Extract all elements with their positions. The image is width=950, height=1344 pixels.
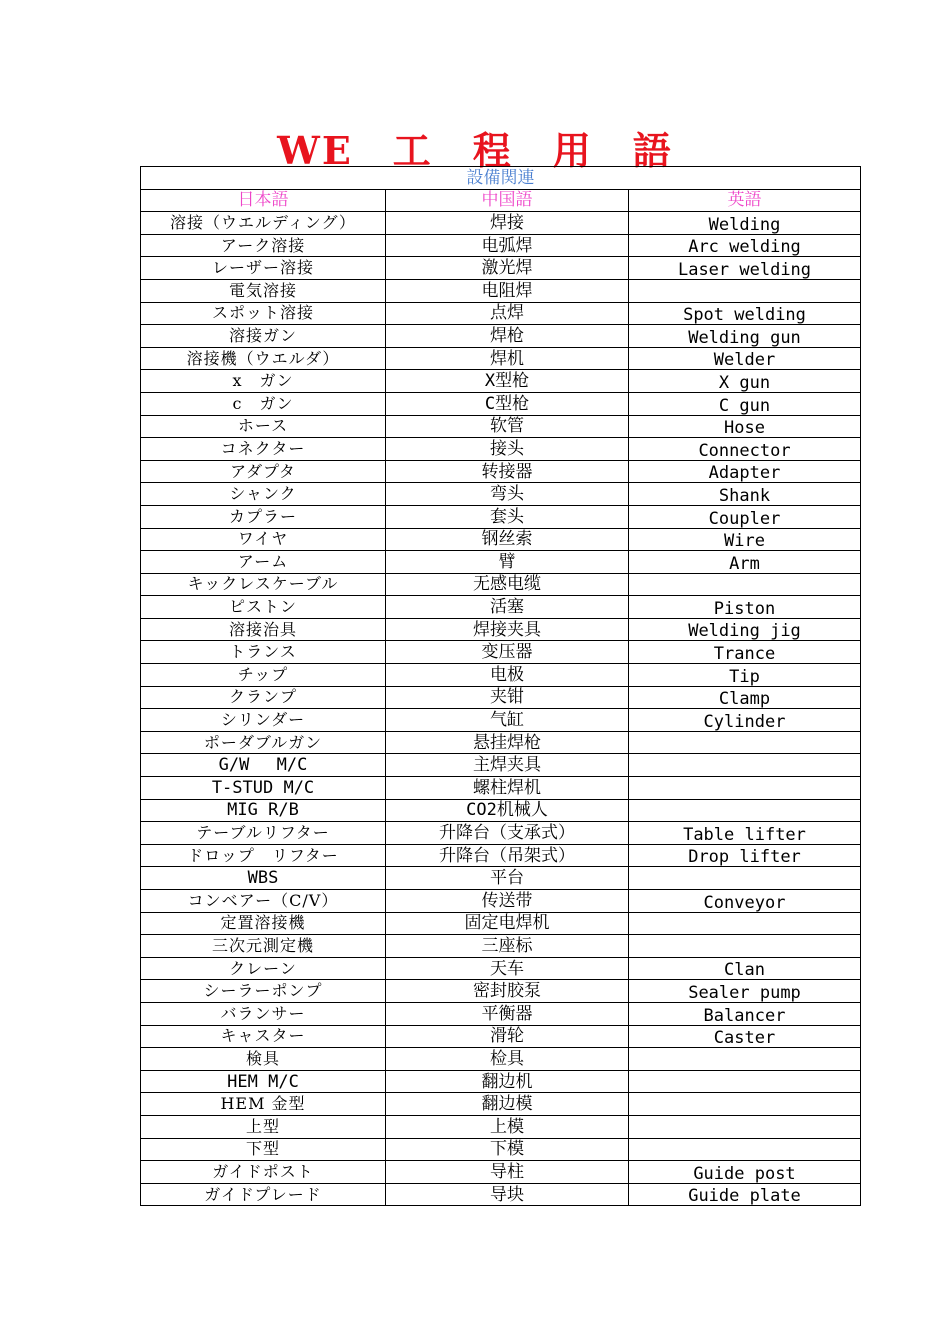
glossary-table: [140, 166, 861, 1206]
cell-japanese: 定置溶接機: [141, 912, 386, 935]
table-row: [141, 1161, 861, 1184]
table-row: [141, 438, 861, 461]
cell-english: Hose: [629, 415, 861, 438]
cell-japanese: ガイドポスト: [141, 1161, 386, 1184]
table-row: [141, 596, 861, 619]
cell-chinese: 平台: [386, 867, 629, 890]
table-row: [141, 844, 861, 867]
cell-english: Conveyor: [629, 890, 861, 913]
table-row: [141, 618, 861, 641]
cell-english: Clamp: [629, 686, 861, 709]
cell-english: C gun: [629, 392, 861, 415]
table-row: [141, 822, 861, 845]
table-row: [141, 1183, 861, 1206]
cell-japanese: トランス: [141, 641, 386, 664]
cell-japanese: x ガン: [141, 370, 386, 393]
cell-english: [629, 731, 861, 754]
cell-chinese: X型枪: [386, 370, 629, 393]
cell-japanese: ドロップ リフター: [141, 844, 386, 867]
cell-english: Connector: [629, 438, 861, 461]
cell-english: Caster: [629, 1025, 861, 1048]
cell-english: Coupler: [629, 505, 861, 528]
table-row: [141, 528, 861, 551]
cell-english: [629, 799, 861, 822]
table-row: [141, 1048, 861, 1071]
header-english: 英語: [629, 189, 861, 212]
cell-english: [629, 867, 861, 890]
cell-english: Arc welding: [629, 234, 861, 257]
cell-english: Arm: [629, 551, 861, 574]
cell-japanese: シリンダー: [141, 709, 386, 732]
header-chinese: 中国語: [386, 189, 629, 212]
cell-english: [629, 1048, 861, 1071]
cell-japanese: ポーダブルガン: [141, 731, 386, 754]
cell-english: Guide plate: [629, 1183, 861, 1206]
table-row: [141, 641, 861, 664]
cell-chinese: 翻边模: [386, 1093, 629, 1116]
cell-japanese: スポット溶接: [141, 302, 386, 325]
cell-english: [629, 573, 861, 596]
cell-chinese: 点焊: [386, 302, 629, 325]
cell-english: Welding: [629, 212, 861, 235]
cell-chinese: 主焊夹具: [386, 754, 629, 777]
cell-chinese: 臂: [386, 551, 629, 574]
cell-chinese: 无感电缆: [386, 573, 629, 596]
cell-chinese: 天车: [386, 957, 629, 980]
cell-japanese: シーラーポンプ: [141, 980, 386, 1003]
cell-english: Guide post: [629, 1161, 861, 1184]
table-row: [141, 302, 861, 325]
table-row: [141, 754, 861, 777]
cell-japanese: G/W M/C: [141, 754, 386, 777]
cell-english: Trance: [629, 641, 861, 664]
cell-chinese: C型枪: [386, 392, 629, 415]
cell-english: Balancer: [629, 1002, 861, 1025]
table-row: [141, 1025, 861, 1048]
cell-chinese: 电极: [386, 664, 629, 687]
table-row: [141, 347, 861, 370]
table-row: [141, 573, 861, 596]
table-row: [141, 415, 861, 438]
cell-english: [629, 1070, 861, 1093]
cell-english: Welding jig: [629, 618, 861, 641]
cell-japanese: アダプタ: [141, 460, 386, 483]
cell-japanese: 検具: [141, 1048, 386, 1071]
cell-chinese: 固定电焊机: [386, 912, 629, 935]
section-title: 設備関連: [141, 167, 861, 190]
cell-english: Welding gun: [629, 325, 861, 348]
cell-chinese: 电阻焊: [386, 279, 629, 302]
table-row: [141, 1115, 861, 1138]
cell-chinese: 弯头: [386, 483, 629, 506]
cell-chinese: 夹钳: [386, 686, 629, 709]
cell-english: Table lifter: [629, 822, 861, 845]
cell-japanese: 下型: [141, 1138, 386, 1161]
cell-english: [629, 1138, 861, 1161]
cell-english: Spot welding: [629, 302, 861, 325]
table-row: [141, 551, 861, 574]
cell-japanese: HEM M/C: [141, 1070, 386, 1093]
table-row: [141, 325, 861, 348]
cell-japanese: 上型: [141, 1115, 386, 1138]
cell-japanese: 溶接ガン: [141, 325, 386, 348]
cell-english: [629, 754, 861, 777]
cell-japanese: キックレスケーブル: [141, 573, 386, 596]
cell-japanese: ワイヤ: [141, 528, 386, 551]
section-row: [141, 167, 861, 190]
table-row: [141, 867, 861, 890]
cell-chinese: 上模: [386, 1115, 629, 1138]
cell-japanese: ガイドプレード: [141, 1183, 386, 1206]
cell-chinese: 导柱: [386, 1161, 629, 1184]
cell-english: Sealer pump: [629, 980, 861, 1003]
cell-chinese: 软管: [386, 415, 629, 438]
cell-english: [629, 777, 861, 800]
cell-japanese: レーザー溶接: [141, 257, 386, 280]
cell-chinese: 套头: [386, 505, 629, 528]
cell-english: Tip: [629, 664, 861, 687]
cell-chinese: 三座标: [386, 935, 629, 958]
cell-chinese: 电弧焊: [386, 234, 629, 257]
cell-japanese: コンベアー（C/V）: [141, 890, 386, 913]
table-row: [141, 1070, 861, 1093]
cell-chinese: 升降台（支承式）: [386, 822, 629, 845]
table-row: [141, 1093, 861, 1116]
cell-japanese: アーム: [141, 551, 386, 574]
cell-japanese: 溶接（ウエルディング）: [141, 212, 386, 235]
cell-japanese: MIG R/B: [141, 799, 386, 822]
table-row: [141, 505, 861, 528]
cell-english: [629, 279, 861, 302]
cell-english: Cylinder: [629, 709, 861, 732]
cell-chinese: 气缸: [386, 709, 629, 732]
table-row: [141, 935, 861, 958]
cell-chinese: 激光焊: [386, 257, 629, 280]
table-row: [141, 799, 861, 822]
cell-japanese: 溶接治具: [141, 618, 386, 641]
cell-chinese: 钢丝索: [386, 528, 629, 551]
cell-japanese: キャスター: [141, 1025, 386, 1048]
cell-japanese: テーブルリフター: [141, 822, 386, 845]
cell-chinese: CO2机械人: [386, 799, 629, 822]
cell-chinese: 密封胶泵: [386, 980, 629, 1003]
cell-chinese: 翻边机: [386, 1070, 629, 1093]
cell-japanese: c ガン: [141, 392, 386, 415]
table-row: [141, 234, 861, 257]
cell-english: Clan: [629, 957, 861, 980]
cell-japanese: チップ: [141, 664, 386, 687]
cell-chinese: 滑轮: [386, 1025, 629, 1048]
table-row: [141, 777, 861, 800]
cell-english: Welder: [629, 347, 861, 370]
table-row: [141, 664, 861, 687]
header-row: [141, 189, 861, 212]
table-row: [141, 686, 861, 709]
cell-english: [629, 935, 861, 958]
cell-english: Adapter: [629, 460, 861, 483]
cell-japanese: 三次元測定機: [141, 935, 386, 958]
cell-japanese: コネクター: [141, 438, 386, 461]
cell-chinese: 变压器: [386, 641, 629, 664]
cell-chinese: 焊接: [386, 212, 629, 235]
cell-japanese: HEM 金型: [141, 1093, 386, 1116]
table-row: [141, 731, 861, 754]
table-row: [141, 392, 861, 415]
cell-japanese: 電気溶接: [141, 279, 386, 302]
cell-japanese: カプラー: [141, 505, 386, 528]
cell-english: Piston: [629, 596, 861, 619]
cell-chinese: 升降台（吊架式）: [386, 844, 629, 867]
table-row: [141, 460, 861, 483]
table-row: [141, 912, 861, 935]
cell-english: Wire: [629, 528, 861, 551]
cell-japanese: クランプ: [141, 686, 386, 709]
cell-chinese: 悬挂焊枪: [386, 731, 629, 754]
page-title: WE 工 程 用 語: [277, 128, 673, 173]
table-row: [141, 1138, 861, 1161]
cell-japanese: クレーン: [141, 957, 386, 980]
cell-english: [629, 1115, 861, 1138]
cell-japanese: ピストン: [141, 596, 386, 619]
table-row: [141, 1002, 861, 1025]
cell-english: X gun: [629, 370, 861, 393]
cell-english: Shank: [629, 483, 861, 506]
cell-chinese: 螺柱焊机: [386, 777, 629, 800]
table-row: [141, 279, 861, 302]
cell-chinese: 活塞: [386, 596, 629, 619]
cell-chinese: 检具: [386, 1048, 629, 1071]
cell-japanese: アーク溶接: [141, 234, 386, 257]
cell-chinese: 导块: [386, 1183, 629, 1206]
table-row: [141, 483, 861, 506]
cell-chinese: 焊机: [386, 347, 629, 370]
cell-chinese: 焊枪: [386, 325, 629, 348]
cell-japanese: バランサー: [141, 1002, 386, 1025]
cell-chinese: 焊接夹具: [386, 618, 629, 641]
table-row: [141, 212, 861, 235]
cell-english: Laser welding: [629, 257, 861, 280]
cell-chinese: 平衡器: [386, 1002, 629, 1025]
table-row: [141, 890, 861, 913]
cell-chinese: 传送带: [386, 890, 629, 913]
cell-chinese: 接头: [386, 438, 629, 461]
cell-english: [629, 912, 861, 935]
cell-japanese: 溶接機（ウエルダ）: [141, 347, 386, 370]
header-japanese: 日本語: [141, 189, 386, 212]
table-row: [141, 980, 861, 1003]
cell-english: Drop lifter: [629, 844, 861, 867]
cell-chinese: 转接器: [386, 460, 629, 483]
cell-japanese: WBS: [141, 867, 386, 890]
table-row: [141, 709, 861, 732]
table-row: [141, 370, 861, 393]
cell-english: [629, 1093, 861, 1116]
cell-japanese: ホース: [141, 415, 386, 438]
cell-japanese: T-STUD M/C: [141, 777, 386, 800]
table-row: [141, 257, 861, 280]
table-row: [141, 957, 861, 980]
cell-chinese: 下模: [386, 1138, 629, 1161]
cell-japanese: シャンク: [141, 483, 386, 506]
